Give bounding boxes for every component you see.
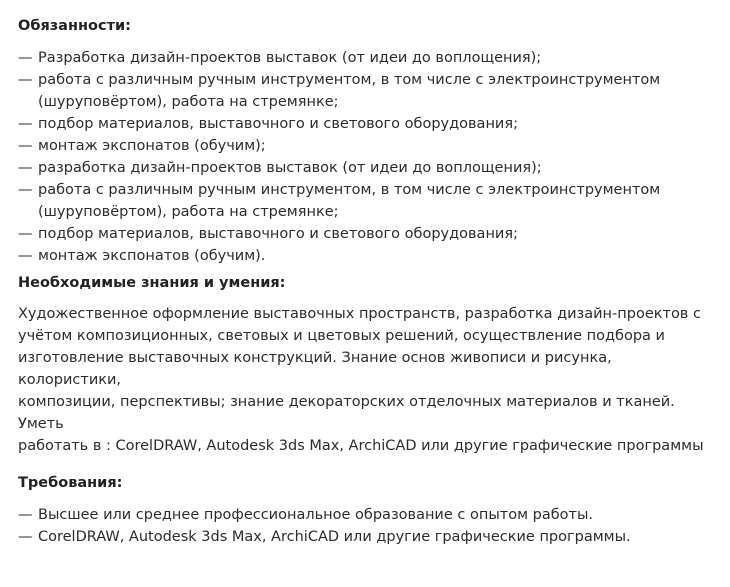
list-item: — монтаж экспонатов (обучим); bbox=[18, 135, 730, 157]
list-item: — CorelDRAW, Autodesk 3ds Max, ArchiCAD или другие графические программы. bbox=[18, 526, 730, 548]
list-item: — работа с различным ручным инструментом, в том числе с электроинструментом (шуруповёртом), работа на стремянке; bbox=[18, 69, 730, 113]
list-item: — Высшее или среднее профессиональное образование с опытом работы. bbox=[18, 504, 730, 526]
dash-marker: — bbox=[18, 116, 33, 132]
dash-marker: — bbox=[18, 226, 33, 242]
section-heading-skills: Необходимые знания и умения: bbox=[18, 275, 286, 291]
section-heading-requirements: Требования: bbox=[18, 475, 123, 491]
dash-marker: — bbox=[18, 138, 33, 154]
list-item: — монтаж экспонатов (обучим). bbox=[18, 245, 730, 267]
skills-paragraph: Художественное оформление выставочных пространств, разработка дизайн-проектов с учётом композиционных, световых и цветовых решений, осуществление подбора и изготовление выставочных конструкций. Знание основ живописи и рисунка, колористики, композиции, перспективы; знание декораторских отделочных материалов и тканей. Уметь работать в : CorelDRAW, Autodesk 3ds Max, ArchiCAD или другие графические программы bbox=[18, 306, 704, 454]
dash-marker: — bbox=[18, 160, 33, 176]
list-item: — подбор материалов, выставочного и светового оборудования; bbox=[18, 223, 730, 245]
dash-marker: — bbox=[18, 72, 33, 88]
dash-marker: — bbox=[18, 248, 33, 264]
list-item: — подбор материалов, выставочного и светового оборудования; bbox=[18, 113, 730, 135]
dash-marker: — bbox=[18, 182, 33, 198]
dash-marker: — bbox=[18, 529, 33, 545]
list-item: — Разработка дизайн-проектов выставок (от идеи до воплощения); bbox=[18, 47, 730, 69]
list-item: — работа с различным ручным инструментом, в том числе с электроинструментом (шуруповёртом), работа на стремянке; bbox=[18, 179, 730, 223]
duties-list bbox=[18, 47, 730, 267]
section-heading-duties: Обязанности: bbox=[18, 18, 131, 34]
dash-marker: — bbox=[18, 507, 33, 523]
dash-marker: — bbox=[18, 50, 33, 66]
list-item: — разработка дизайн-проектов выставок (от идеи до воплощения); bbox=[18, 157, 730, 179]
requirements-list bbox=[18, 504, 730, 548]
